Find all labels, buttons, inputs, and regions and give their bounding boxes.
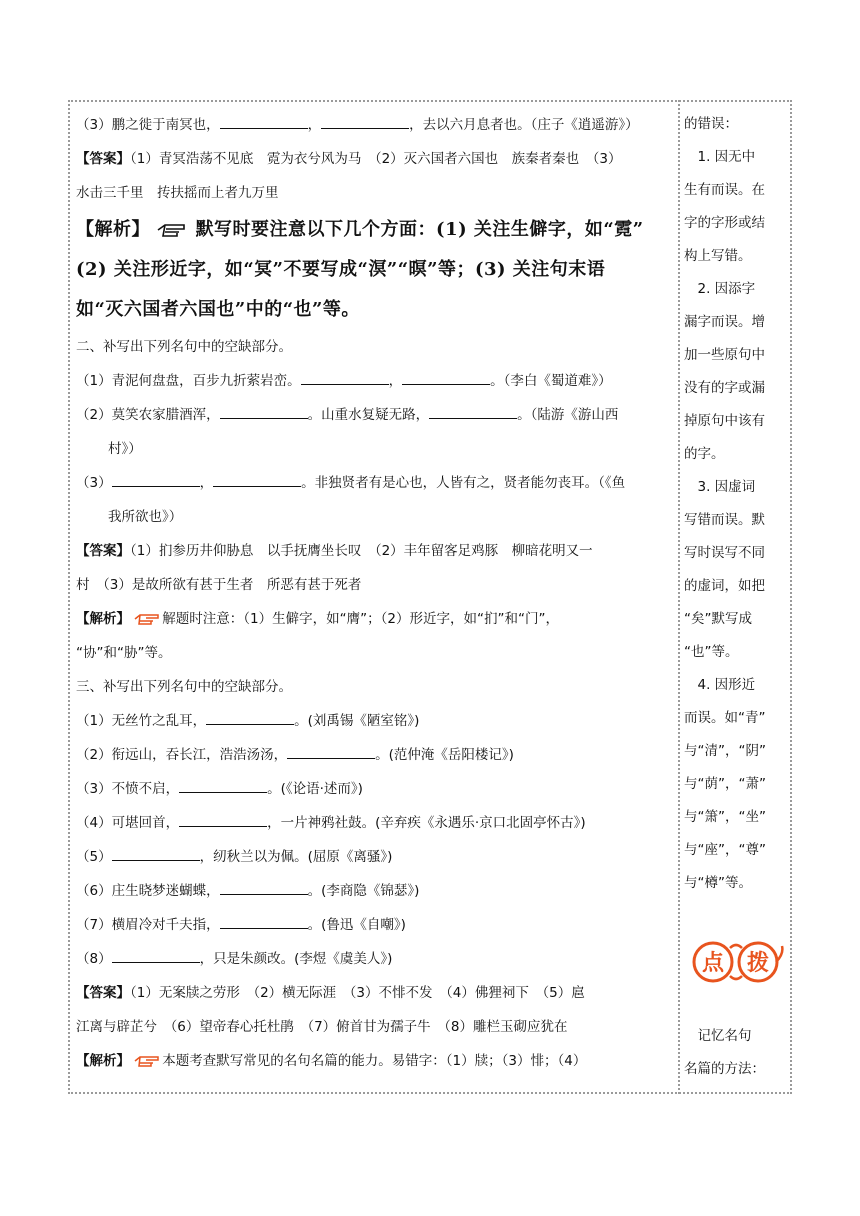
question: （4）可堪回首， ，一片神鸦社鼓。(辛弃疾《永遇乐·京口北固亭怀古》) <box>76 815 586 831</box>
answer-tag: 【答案】 <box>76 985 130 1001</box>
question: （3） ， 。非独贤者有是心也，人皆有之，贤者能勿丧耳。（《鱼 <box>76 475 626 491</box>
question: （7）横眉冷对千夫指， 。(鲁迅《自嘲》) <box>76 917 406 933</box>
analysis-tag: 【解析】 <box>76 219 150 240</box>
answer-blank[interactable] <box>112 950 200 963</box>
analysis-block: 【解析】 本题考查默写常见的名句名篇的能力。易错字：（1）牍；（3）悱；（4） <box>76 1053 587 1069</box>
badge-char-bo: 拨 <box>746 951 770 976</box>
note-line: 的字。 <box>684 446 725 462</box>
question: （2）莫笑农家腊酒浑， 。山重水复疑无路， 。（陆游《游山西 <box>76 407 619 423</box>
note-line: 构上写错。 <box>684 248 752 264</box>
answer-blank[interactable] <box>220 882 308 895</box>
answer-block: 【答案】（1）无案牍之劳形 （2）横无际涯 （3）不悱不发 （4）佛狸祠下 （5）扈 <box>76 985 585 1001</box>
sidebar-notes <box>684 108 786 900</box>
analysis-tag: 【解析】 <box>76 611 130 627</box>
answer-tag: 【答案】 <box>76 151 130 167</box>
answer-blank[interactable] <box>402 372 490 385</box>
answer-blank[interactable] <box>206 712 294 725</box>
answer-block: 江离与辟芷兮 （6）望帝春心托杜鹃 （7）俯首甘为孺子牛 （8）雕栏玉砌应犹在 <box>76 1019 568 1035</box>
answer-tag: 【答案】 <box>76 543 130 559</box>
note-line: 4. 因形近 <box>684 677 756 693</box>
answer-blank[interactable] <box>287 746 375 759</box>
note-line: 没有的字或漏 <box>684 380 765 396</box>
note-line: 写时误写不同 <box>684 545 765 561</box>
note-line: 的错误： <box>684 116 738 132</box>
note-line: “矣”默写成 <box>684 611 752 627</box>
analysis-block: 【解析】 解题时注意：（1）生僻字，如“膺”；（2）形近字，如“扪”和“门”， <box>76 611 559 627</box>
pointing-hand-icon <box>134 1054 160 1068</box>
answer-block: 水击三千里 抟扶摇而上者九万里 <box>76 185 279 201</box>
column-divider <box>678 100 680 1094</box>
note-line: 与“荫”，“萧” <box>684 776 766 792</box>
dianbo-badge <box>686 940 786 984</box>
note-line: 掉原句中该有 <box>684 413 765 429</box>
section-heading: 二、补写出下列名句中的空缺部分。 <box>76 339 292 355</box>
question: （5） ，纫秋兰以为佩。(屈原《离骚》) <box>76 849 393 865</box>
note-line: “也”等。 <box>684 644 739 660</box>
note-line: 2. 因添字 <box>684 281 756 297</box>
answer-blank[interactable] <box>112 474 200 487</box>
answer-blank[interactable] <box>213 474 301 487</box>
section-heading: 三、补写出下列名句中的空缺部分。 <box>76 679 292 695</box>
tip-text: 记忆名句 名篇的方法： <box>684 1028 765 1077</box>
note-line: 漏字而误。增 <box>684 314 765 330</box>
answer-block: 【答案】（1）青冥浩荡不见底 霓为衣兮风为马 （2）灭六国者六国也 族秦者秦也 （3） <box>76 151 622 167</box>
note-line: 与“座”，“尊” <box>684 842 766 858</box>
answer-blank[interactable] <box>220 916 308 929</box>
answer-blank[interactable] <box>179 780 267 793</box>
note-line: 与“樽”等。 <box>684 875 752 891</box>
pointing-hand-icon <box>134 612 160 626</box>
analysis-tag: 【解析】 <box>76 1053 130 1069</box>
note-line: 1. 因无中 <box>684 149 756 165</box>
note-line: 与“箫”，“坐” <box>684 809 766 825</box>
question: （3）鹏之徙于南冥也， ， ，去以六月息者也。（庄子《逍遥游》） <box>76 117 639 133</box>
note-line: 3. 因虚词 <box>684 479 756 495</box>
note-line: 生有而误。在 <box>684 182 765 198</box>
answer-blank[interactable] <box>220 116 308 129</box>
badge-char-dian: 点 <box>701 951 725 976</box>
note-line: 字的字形或结 <box>684 215 765 231</box>
note-line: 而误。如“青” <box>684 710 766 726</box>
question: （8） ，只是朱颜改。(李煜《虞美人》) <box>76 951 393 967</box>
question: （2）衔远山，吞长江，浩浩汤汤， 。(范仲淹《岳阳楼记》) <box>76 747 514 763</box>
answer-blank[interactable] <box>301 372 389 385</box>
answer-blank[interactable] <box>429 406 517 419</box>
analysis-block: 【解析】 默写时要注意以下几个方面：(1) 关注生僻字，如“霓” <box>76 219 644 240</box>
question: （1）青泥何盘盘，百步九折萦岩峦。 ， 。（李白《蜀道难》） <box>76 373 612 389</box>
question: （1）无丝竹之乱耳， 。(刘禹锡《陋室铭》) <box>76 713 420 729</box>
answer-blank[interactable] <box>112 848 200 861</box>
note-line: 写错而误。默 <box>684 512 765 528</box>
question: （3）不愤不启， 。(《论语·述而》) <box>76 781 363 797</box>
answer-block: 【答案】（1）扪参历井仰胁息 以手抚膺坐长叹 （2）丰年留客足鸡豚 柳暗花明又一 <box>76 543 593 559</box>
main-column: （3）鹏之徙于南冥也， ， ，去以六月息者也。（庄子《逍遥游》） 【答案】（1）青冥浩荡不见底 霓为衣兮风为马 （2）灭六国者六国也 族秦者秦也 （3） 水击三千里 抟扶摇而上者九万里 【解析】 默写时要注意以下几个方面：(1) 关注生僻字，如“霓” (2) 关注形近字，如“冥”不要写成“溟”“暝”等；(3) 关注句末语 如“灭六国者六国也”中的“也”等。 二、补写出下列名句中的空缺部分。 （1）青泥何盘盘，百步九折萦岩峦。 ， 。（李白《蜀道难》） （2）莫笑农家腊酒浑， 。山重水复疑无路， 。（陆游《游山西 村》） （3） ， 。非独贤者有是心也，人皆有之，贤者能勿丧耳。（《鱼 我所欲也》） 【答案】（1）扪参历井仰胁息 以手抚膺坐长叹 （2）丰年留客足鸡豚 柳暗花明又一 村 （3）是故所欲有甚于生者 所恶有甚于死者 【解析】 解题时注意：（1）生僻字，如“膺”；（2）形近字，如“扪”和“门”， “协”和“胁”等。 三、补写出下列名句中的空缺部分。 （1）无丝竹之乱耳， 。(刘禹锡《陋室铭》) （2）衔远山，吞长江，浩浩汤汤， 。(范仲淹《岳阳楼记》) （3）不愤不启， 。(《论语·述而》) （4）可堪回首， ，一片神鸦社鼓。(辛弃疾《永遇乐·京口北固亭怀古》) （5） ，纫秋兰以为佩。(屈原《离骚》) （6）庄生晓梦迷蝴蝶， 。(李商隐《锦瑟》) （7）横眉冷对千夫指， 。(鲁迅《自嘲》) （8） ，只是朱颜改。(李煜《虞美人》) 【答案】（1）无案牍之劳形 （2）横无际涯 （3）不悱不发 （4）佛狸祠下 （5）扈 江离与辟芷兮 （6）望帝春心托杜鹃 （7）俯首甘为孺子牛 （8）雕栏玉砌应犹在 【解析】 本题考查默写常见的名句名篇的能力。易错字：（1）牍；（3）悱；（4） <box>76 108 672 1078</box>
note-line: 的虚词，如把 <box>684 578 765 594</box>
note-line: 与“清”，“阴” <box>684 743 766 759</box>
question: （6）庄生晓梦迷蝴蝶， 。(李商隐《锦瑟》) <box>76 883 420 899</box>
pointing-hand-icon <box>157 221 187 239</box>
answer-block: 村 （3）是故所欲有甚于生者 所恶有甚于死者 <box>76 577 362 593</box>
answer-blank[interactable] <box>179 814 267 827</box>
answer-blank[interactable] <box>220 406 308 419</box>
answer-blank[interactable] <box>321 116 409 129</box>
note-line: 加一些原句中 <box>684 347 765 363</box>
